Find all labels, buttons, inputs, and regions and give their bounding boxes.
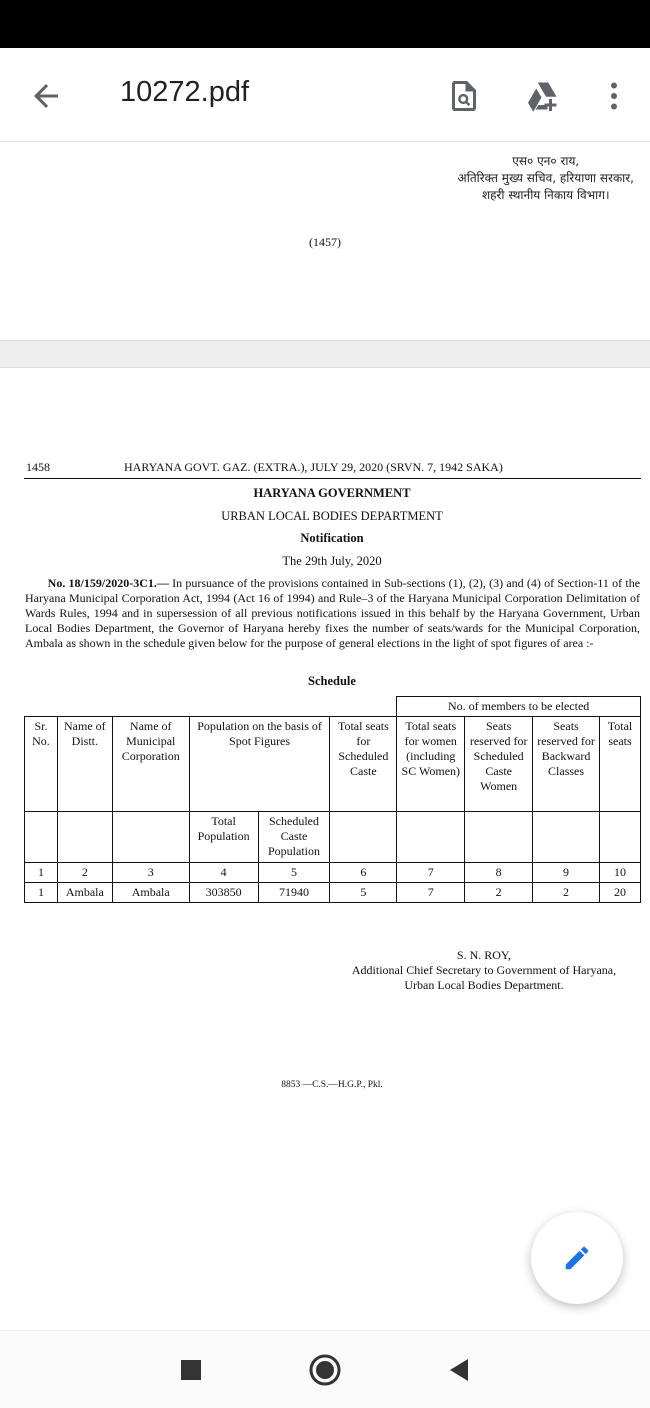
add-to-drive-icon[interactable] <box>524 78 560 114</box>
schedule-title: Schedule <box>308 674 356 688</box>
header-rule <box>24 478 641 479</box>
notification-paragraph <box>25 576 640 651</box>
col-sc-women-header: Seats reserved for Scheduled Caste Women <box>465 717 533 812</box>
col-corp-header: Name of Municipal Corporation <box>112 717 189 812</box>
search-in-document-icon[interactable] <box>446 78 482 114</box>
table-cell: 71940 <box>258 883 330 903</box>
back-triangle-icon[interactable] <box>444 1355 474 1385</box>
table-cell: 7 <box>397 883 465 903</box>
col-number: 4 <box>189 863 258 883</box>
table-row <box>25 812 641 863</box>
table-cell: 303850 <box>189 883 258 903</box>
sub-total-population: Total Population <box>189 812 258 863</box>
hindi-line: अतिरिक्त मुख्य सचिव, हरियाणा सरकार, <box>457 171 634 185</box>
hindi-line: एस० एन० राय, <box>512 154 580 168</box>
col-number: 3 <box>112 863 189 883</box>
table-cell: Ambala <box>57 883 112 903</box>
col-women-header: Total seats for women (including SC Women) <box>397 717 465 812</box>
status-bar <box>0 0 650 48</box>
notification-body: In pursuance of the provisions contained in Sub-sections (1), (2), (3) and (4) of Section-11 of the Haryana Municipal Corporation Act, 1994 (Act 16 of 1994) and Rule–3 of the Haryana Municipal Corporation Delimitation of Wards Rules, 1994 and in supersession of all previous notifications issued in this behalf by the Haryana Government, Urban Local Bodies Department, the Governor of Haryana hereby fixes the number of seats/wards for the Municipal Corporation, Ambala as shown in the schedule given below for the purpose of general elections in the light of spot figures of area :- <box>25 576 641 650</box>
header-title: HARYANA GOVT. GAZ. (EXTRA.), JULY 29, 2020 (SRVN. 7, 1942 SAKA) <box>124 460 503 474</box>
notification-heading: Notification <box>300 531 364 545</box>
page-number: (1457) <box>309 235 341 249</box>
col-number: 7 <box>397 863 465 883</box>
more-vert-icon[interactable] <box>596 78 632 114</box>
printer-footnote: 8853 —C.S.—H.G.P., Pkl. <box>281 1080 383 1090</box>
table-row <box>25 717 641 812</box>
file-title: 10272.pdf <box>120 76 250 108</box>
back-arrow-icon[interactable] <box>28 78 64 114</box>
members-header: No. of members to be elected <box>397 697 641 717</box>
department-heading: URBAN LOCAL BODIES DEPARTMENT <box>221 509 443 523</box>
col-number: 10 <box>600 863 641 883</box>
pdf-page-1458 <box>0 368 650 1330</box>
table-row <box>25 883 641 903</box>
app-bar <box>0 48 650 142</box>
pdf-page-1457 <box>0 143 650 340</box>
signature-block <box>334 948 634 993</box>
table-cell: 1 <box>25 883 58 903</box>
edit-fab-button[interactable] <box>531 1212 623 1304</box>
col-sr-header: Sr. No. <box>25 717 58 812</box>
col-total-sc-header: Total seats for Scheduled Caste <box>330 717 397 812</box>
signature-line: Additional Chief Secretary to Government of Haryana, <box>351 963 617 977</box>
table-row <box>25 697 641 717</box>
government-heading: HARYANA GOVERNMENT <box>253 486 411 500</box>
col-population-header: Population on the basis of Spot Figures <box>189 717 330 812</box>
edit-pencil-icon <box>562 1243 592 1273</box>
table-cell: 2 <box>465 883 533 903</box>
col-number: 2 <box>57 863 112 883</box>
signature-line: S. N. ROY, <box>456 948 512 962</box>
notification-date: The 29th July, 2020 <box>282 554 382 568</box>
home-circle-icon[interactable] <box>308 1353 342 1387</box>
recents-square-icon[interactable] <box>176 1355 206 1385</box>
col-number: 9 <box>533 863 600 883</box>
sub-sc-population: Scheduled Caste Population <box>258 812 330 863</box>
table-cell: 2 <box>533 883 600 903</box>
hindi-line: शहरी स्थानीय निकाय विभाग। <box>481 188 610 202</box>
hindi-signature-block <box>458 153 634 204</box>
table-cell: Ambala <box>112 883 189 903</box>
table-row <box>25 863 641 883</box>
col-bc-header: Seats reserved for Backward Classes <box>533 717 600 812</box>
schedule-table <box>24 696 641 903</box>
notification-number: No. 18/159/2020-3C1.— <box>47 576 169 590</box>
col-number: 8 <box>465 863 533 883</box>
col-total-header: Total seats <box>600 717 641 812</box>
signature-line: Urban Local Bodies Department. <box>404 978 564 992</box>
page-separator <box>0 340 650 368</box>
system-nav-bar <box>0 1330 650 1408</box>
table-cell: 5 <box>330 883 397 903</box>
col-number: 5 <box>258 863 330 883</box>
col-number: 1 <box>25 863 58 883</box>
table-cell: 20 <box>600 883 641 903</box>
col-distt-header: Name of Distt. <box>57 717 112 812</box>
header-page-number: 1458 <box>26 460 50 474</box>
col-number: 6 <box>330 863 397 883</box>
